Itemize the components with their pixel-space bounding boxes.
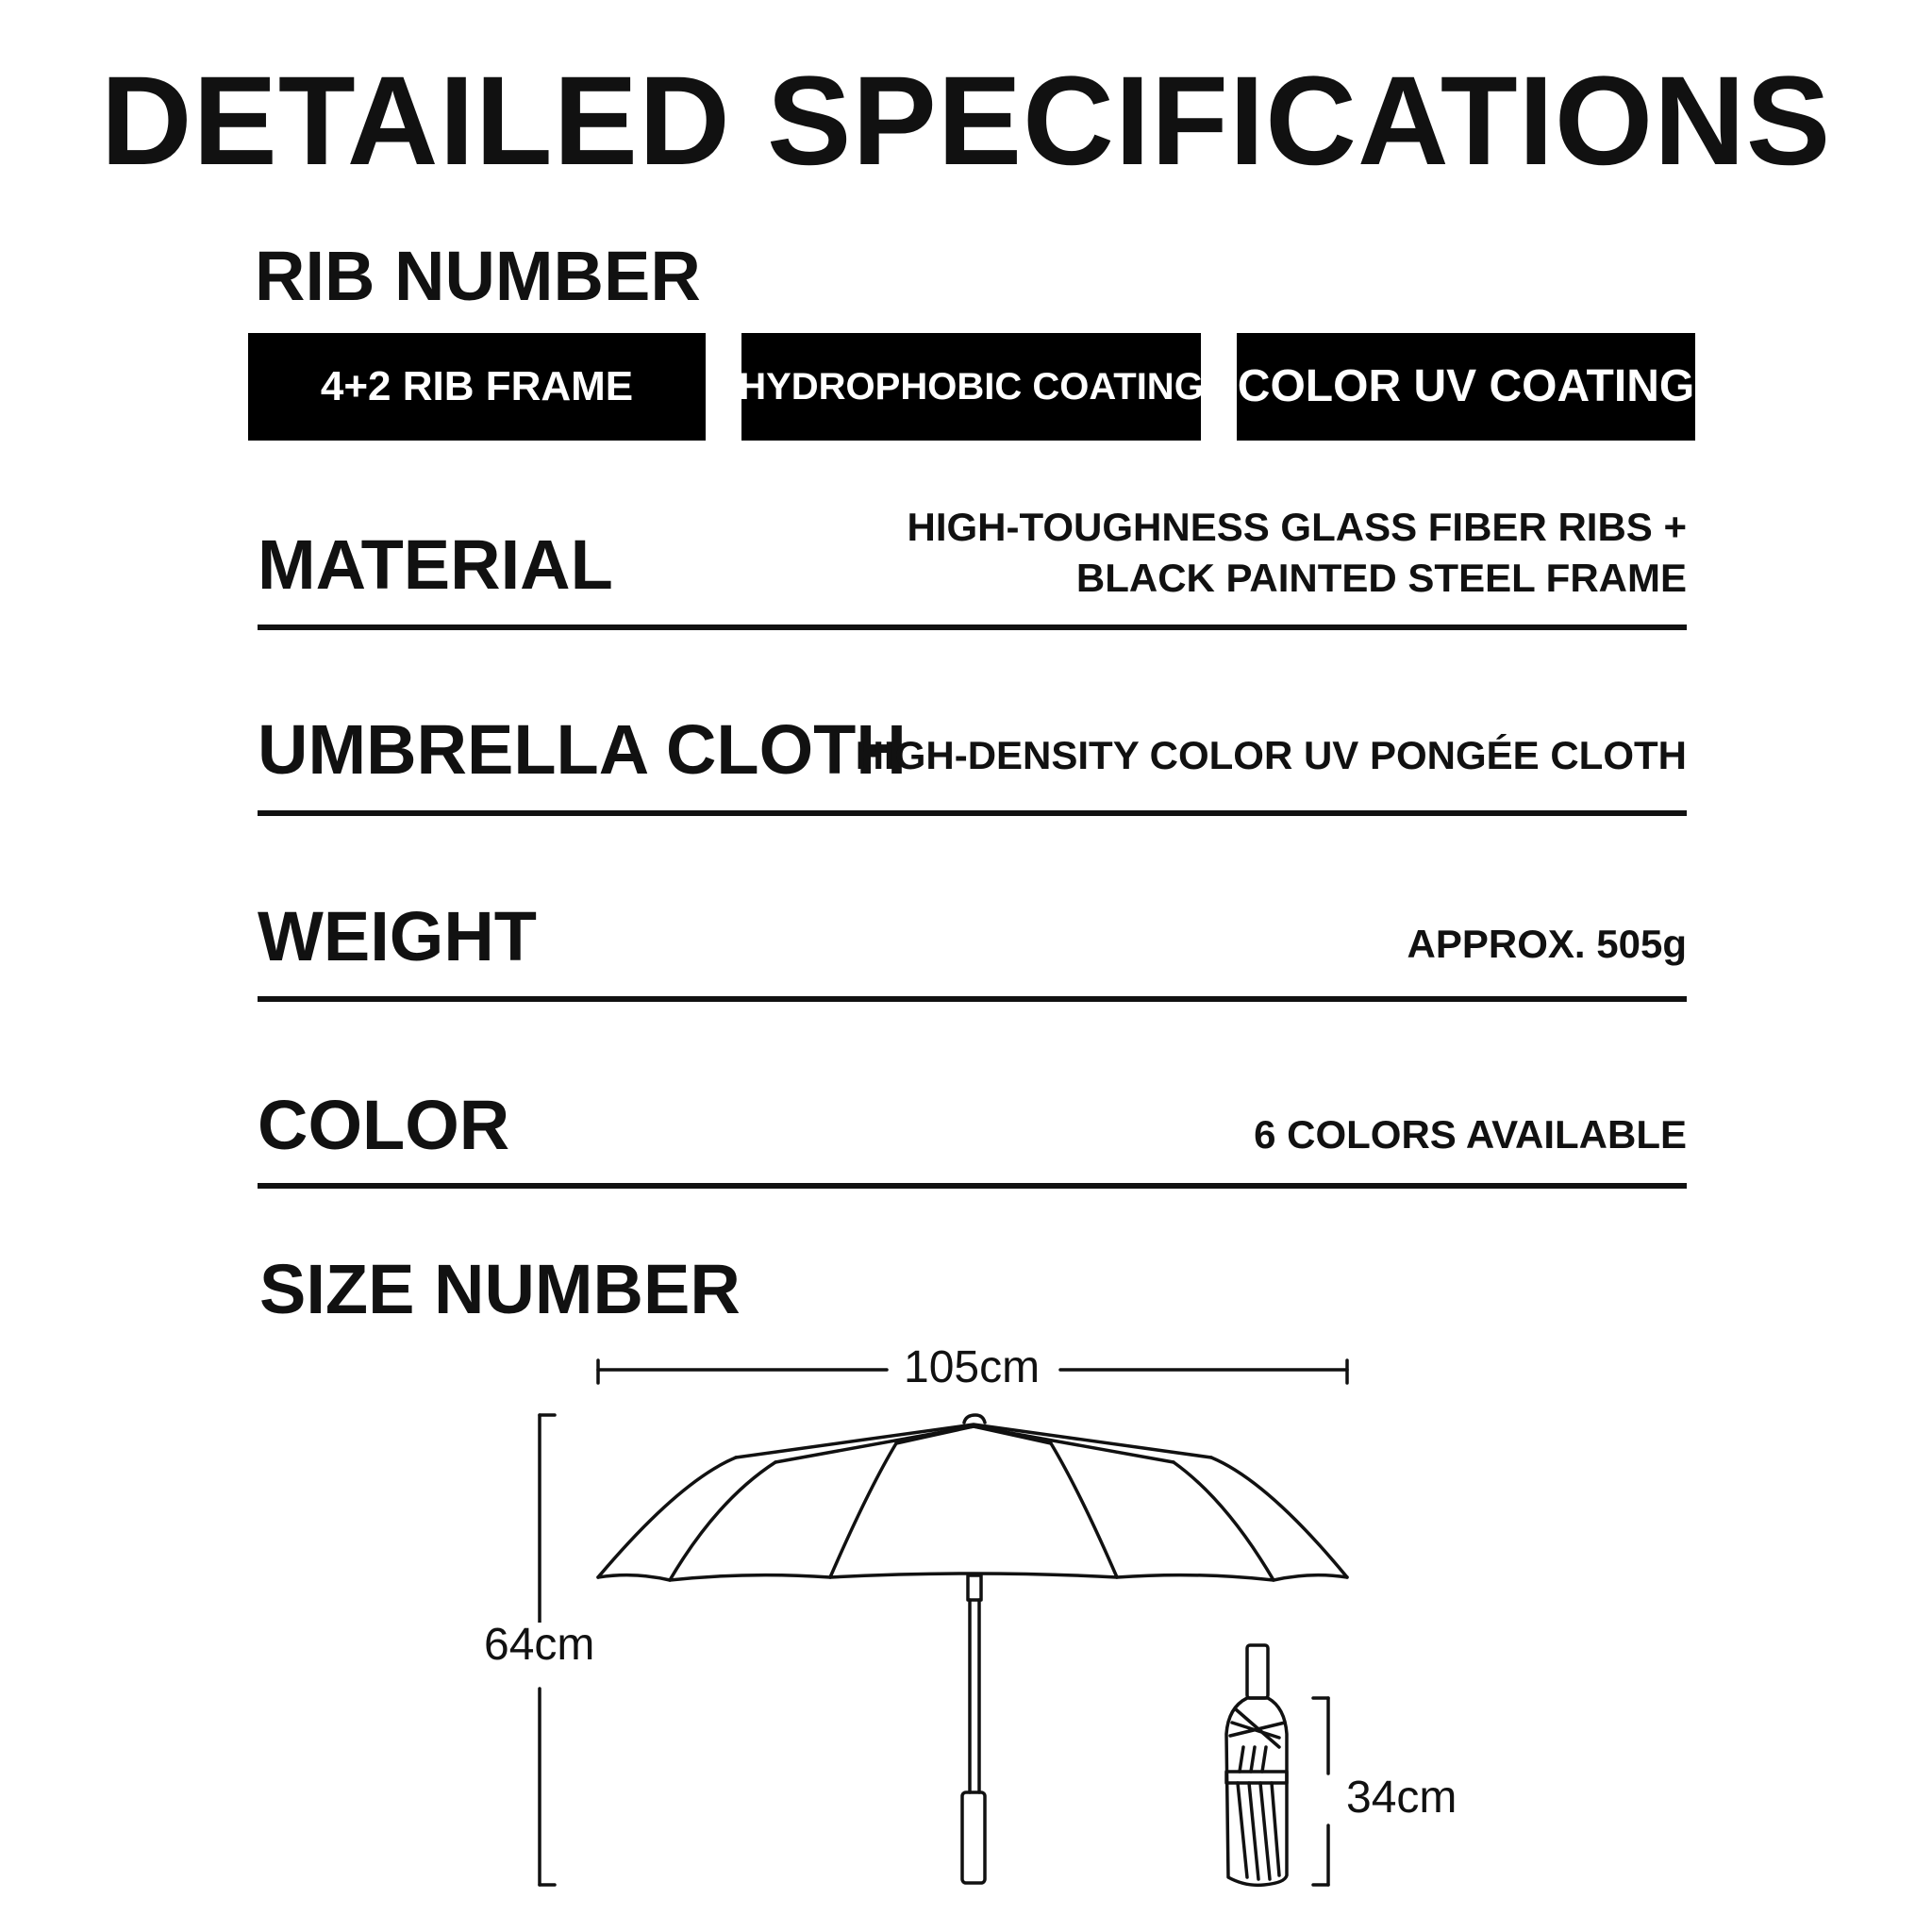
spec-label: WEIGHT (258, 897, 537, 975)
badge-rib-frame: 4+2 RIB FRAME (248, 333, 706, 441)
folded-length-dimension-line (1313, 1698, 1328, 1885)
size-number-heading: SIZE NUMBER (259, 1250, 741, 1328)
open-umbrella (598, 1415, 1347, 1883)
open-height-dimension-label: 64cm (484, 1620, 595, 1670)
rib-number-heading: RIB NUMBER (255, 237, 701, 315)
badge-color-uv-coating: COLOR UV COATING (1237, 333, 1695, 441)
spec-label: UMBRELLA CLOTH (258, 710, 907, 789)
folded-length-dimension-label: 34cm (1346, 1773, 1457, 1823)
spec-value-line: 6 COLORS AVAILABLE (1254, 1112, 1687, 1157)
spec-label: COLOR (258, 1086, 510, 1164)
spec-value-line: HIGH-TOUGHNESS GLASS FIBER RIBS + (907, 505, 1687, 549)
page-title: DETAILED SPECIFICATIONS (100, 51, 1832, 192)
spec-label: MATERIAL (258, 525, 613, 604)
spec-value-line: BLACK PAINTED STEEL FRAME (1075, 555, 1687, 600)
badge-hydrophobic-coating: HYDROPHOBIC COATING (741, 333, 1201, 441)
spec-value-line: APPROX. 505g (1407, 922, 1687, 966)
spec-value-line: HIGH-DENSITY COLOR UV PONGÉE CLOTH (855, 733, 1687, 777)
width-dimension-label: 105cm (904, 1342, 1041, 1392)
folded-umbrella (1226, 1645, 1287, 1885)
